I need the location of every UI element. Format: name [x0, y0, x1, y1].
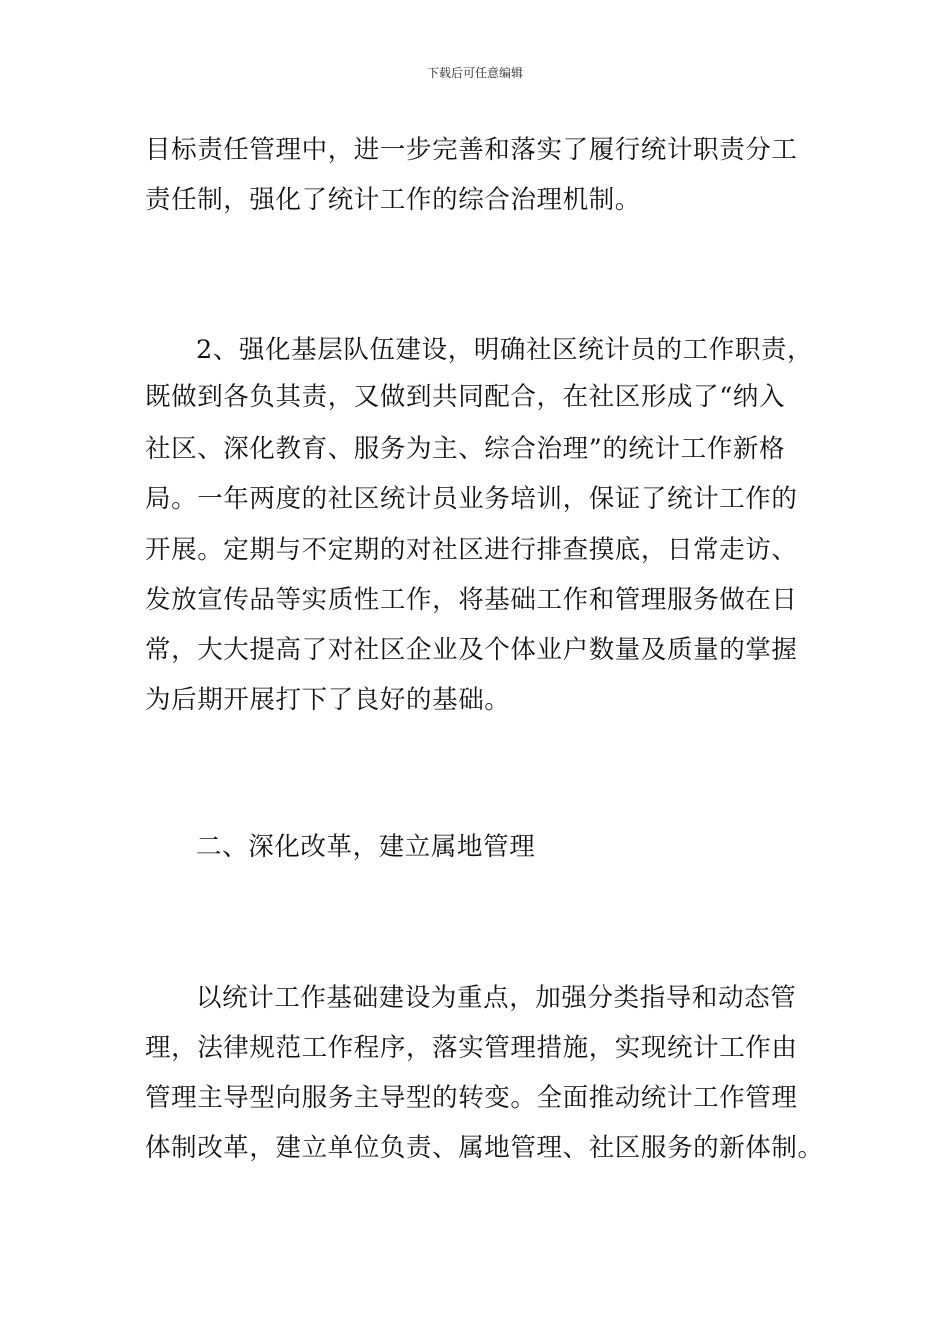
text-line: 管理主导型向服务主导型的转变。全面推动统计工作管理 — [145, 1083, 798, 1113]
text-line: 常，大大提高了对社区企业及个体业户数量及质量的掌握 — [145, 635, 798, 665]
text-line: 体制改革，建立单位负责、属地管理、社区服务的新体制。 — [145, 1133, 824, 1163]
text-line: 2、强化基层队伍建设，明确社区统计员的工作职责， — [196, 335, 814, 365]
text-line: 社区、深化教育、服务为主、综合治理”的统计工作新格 — [145, 434, 786, 464]
text-line: 发放宣传品等实质性工作，将基础工作和管理服务做在日 — [145, 585, 798, 615]
text-line: 责任制，强化了统计工作的综合治理机制。 — [145, 185, 641, 215]
text-line: 以统计工作基础建设为重点，加强分类指导和动态管 — [196, 983, 797, 1013]
text-line: 局。一年两度的社区统计员业务培训，保证了统计工作的 — [145, 484, 798, 514]
text-line: 为后期开展打下了良好的基础。 — [145, 685, 511, 715]
text-line: 开展。定期与不定期的对社区进行排查摸底，日常走访、 — [145, 535, 798, 565]
text-line: 目标责任管理中，进一步完善和落实了履行统计职责分工 — [145, 135, 798, 165]
text-line: 理，法律规范工作程序，落实管理措施，实现统计工作由 — [145, 1033, 798, 1063]
page-header-note: 下载后可任意编辑 — [426, 66, 523, 80]
text-line: 既做到各负其责，又做到共同配合，在社区形成了“纳入 — [145, 382, 786, 412]
section-heading: 二、深化改革，建立属地管理 — [196, 832, 536, 862]
